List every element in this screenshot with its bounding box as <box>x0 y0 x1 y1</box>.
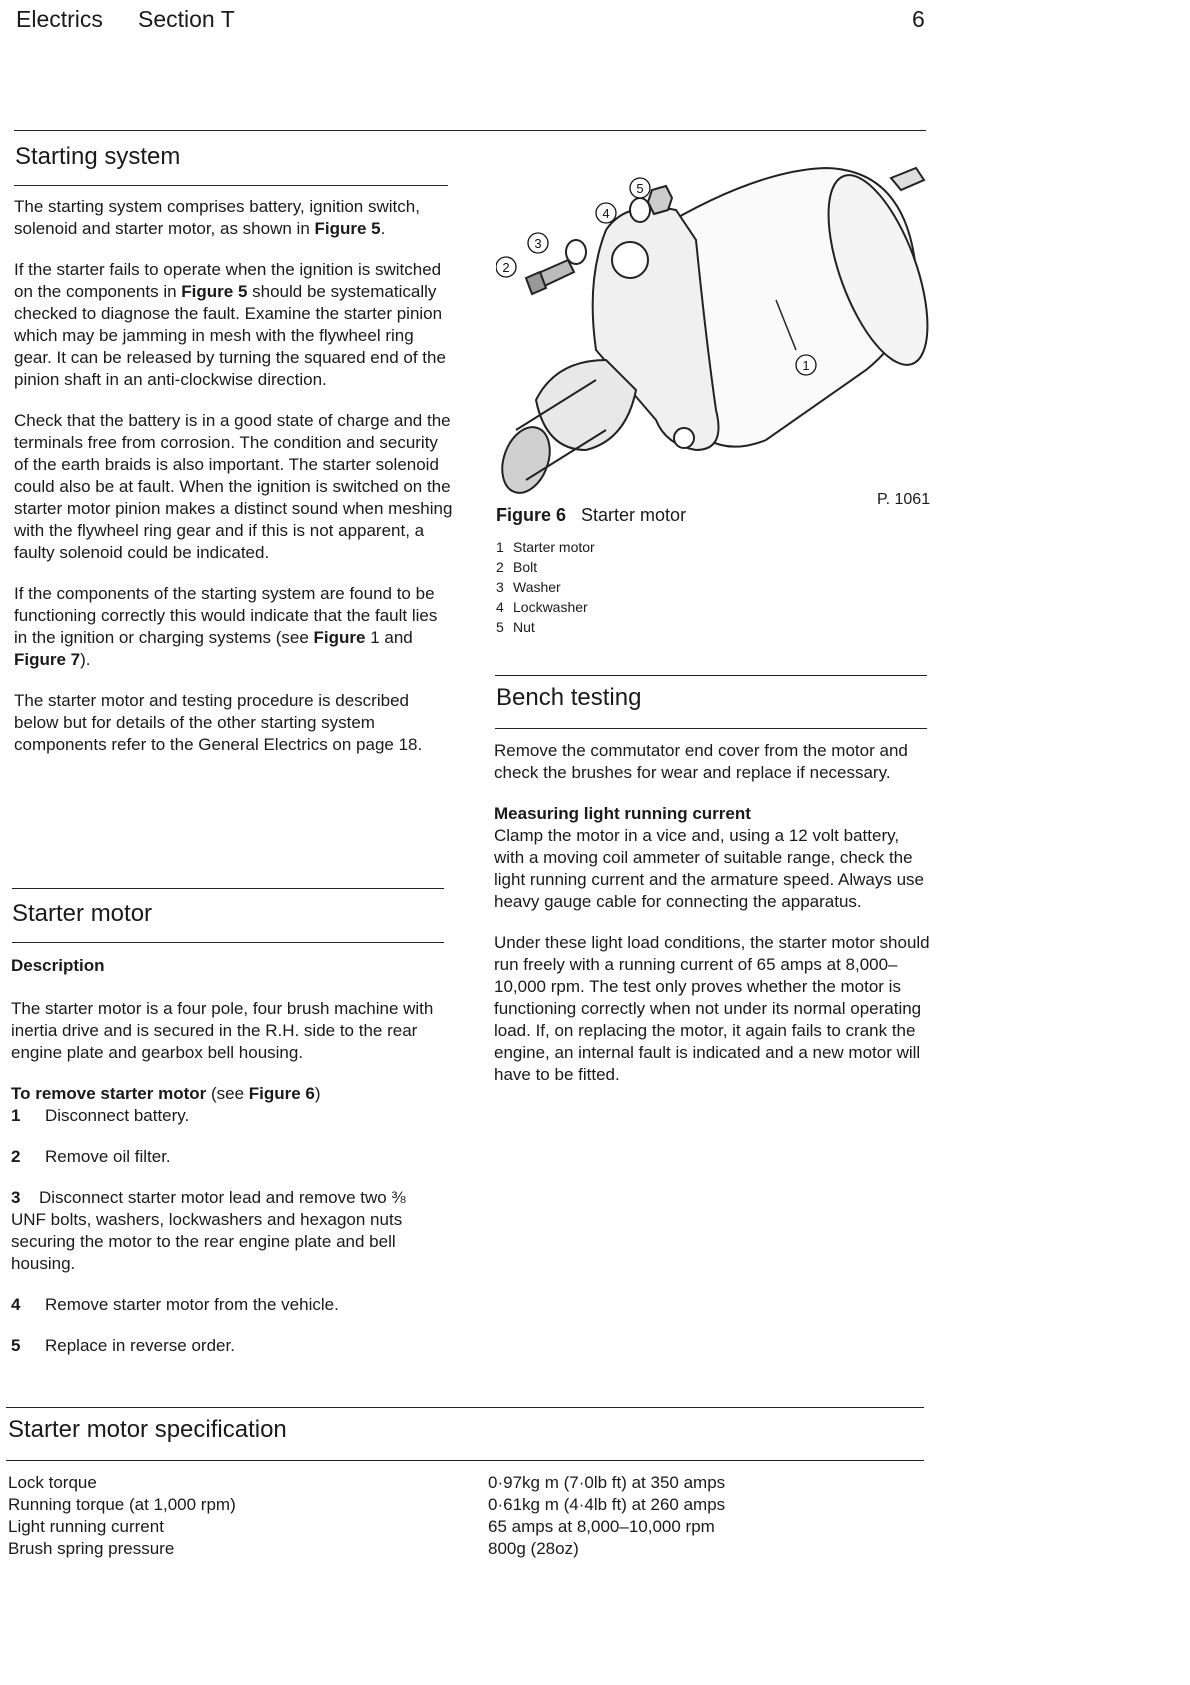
paragraph: If the starter fails to operate when the ignition is switched on the components in Figure 5 should be systematically checked to diagnose the fault. Examine the starter pinion which may be jamming in mesh with the flywheel ring gear. It can be released by turning the squared end of the pinion shaft in an anti-clockwise direction. <box>14 260 446 389</box>
spec-top-rule <box>6 1407 924 1408</box>
spec-table <box>8 1472 928 1560</box>
legend-item: 5 Nut <box>496 619 535 635</box>
paragraph: Check that the battery is in a good state of charge and the terminals free from corrosion. The condition and security of the earth braids is also important. The starter solenoid could also be at fault. When the ignition is switched on the starter motor pinion makes a distinct sound when meshing with the flywheel ring gear and if this is not apparent, a faulty solenoid could be indicated. <box>14 411 453 562</box>
paragraph: The starting system comprises battery, ignition switch, solenoid and starter motor, as shown in Figure 5. <box>14 197 420 238</box>
starter-motor-illustration <box>496 160 936 500</box>
step-item: 3 Disconnect starter motor lead and remove two ⅜ UNF bolts, washers, lockwashers and hexagon nuts securing the motor to the rear engine plate and bell housing. <box>11 1188 406 1273</box>
step-item: 4 Remove starter motor from the vehicle. <box>11 1295 339 1314</box>
remove-title: To remove starter motor (see Figure 6) <box>11 1084 321 1103</box>
spec-rule <box>6 1460 924 1461</box>
legend-item: 4 Lockwasher <box>496 599 588 615</box>
starter-motor-figure <box>496 160 936 500</box>
figure-caption: Figure 6 Starter motor <box>496 505 687 525</box>
description-text: The starter motor is a four pole, four brush machine with inertia drive and is secured in the R.H. side to the rear engine plate and gearbox bell housing. <box>11 999 434 1062</box>
callout-2: 2 <box>502 260 510 275</box>
figure-ref: Figure 5 <box>181 282 248 301</box>
spec-row: Brush spring pressure 800g (28oz) <box>8 1539 579 1558</box>
figure-ref-code: P. 1061 <box>877 491 931 508</box>
spec-row: Light running current 65 amps at 8,000–10,000 rpm <box>8 1517 715 1536</box>
page-number: 6 <box>912 6 925 32</box>
spec-heading: Starter motor specification <box>8 1416 287 1443</box>
paragraph: Under these light load conditions, the starter motor should run freely with a running current of 65 amps at 8,000–10,000 rpm. The test only proves whether the motor is functioning correctly when not under its normal operating load. If, on replacing the motor, it again fails to crank the engine, an internal fault is indicated and a new motor will have to be fitted. <box>494 933 930 1084</box>
figure-ref: Figure <box>313 628 366 647</box>
bench-testing-body <box>494 740 934 1105</box>
starting-system-body <box>14 196 454 775</box>
callout-5: 5 <box>636 181 644 196</box>
starter-motor-top-rule <box>12 888 444 889</box>
legend-item: 3 Washer <box>496 579 561 595</box>
bench-testing-rule <box>495 728 927 729</box>
legend-item: 2 Bolt <box>496 559 538 575</box>
step-item: 2 Remove oil filter. <box>11 1147 171 1166</box>
starter-motor-rule <box>12 942 444 943</box>
paragraph: The starter motor and testing procedure is described below but for details of the other starting system components refer to the General Electrics on page 18. <box>14 691 423 754</box>
callout-3: 3 <box>534 236 542 251</box>
starting-system-rule <box>14 185 448 186</box>
callout-4: 4 <box>602 206 610 221</box>
paragraph: Clamp the motor in a vice and, using a 12 volt battery, with a moving coil ammeter of suitable range, check the light running current and the armature speed. Always use heavy gauge cable for connecting the apparatus. <box>494 826 924 911</box>
spec-row: Lock torque 0·97kg m (7·0lb ft) at 350 amps <box>8 1473 726 1492</box>
bench-testing-top-rule <box>495 675 927 676</box>
measuring-subheading: Measuring light running current <box>494 804 751 823</box>
figure-ref: Figure 5 <box>314 219 381 238</box>
callout-1: 1 <box>802 358 810 373</box>
paragraph: Remove the commutator end cover from the motor and check the brushes for wear and replace if necessary. <box>494 741 908 782</box>
description-subheading: Description <box>11 956 105 975</box>
starting-system-heading: Starting system <box>15 143 181 170</box>
step-item: 1 Disconnect battery. <box>11 1106 190 1125</box>
starter-motor-body <box>11 955 451 1376</box>
starter-motor-heading: Starter motor <box>12 900 153 927</box>
paragraph: If the components of the starting system are found to be functioning correctly this would indicate that the fault lies in the ignition or charging systems (see Figure 1 and Figure 7). <box>14 584 438 669</box>
figure-legend <box>496 537 595 637</box>
figure-ref: Figure 7 <box>14 650 81 669</box>
figure-ref: Figure 6 <box>248 1084 315 1103</box>
bench-testing-heading: Bench testing <box>496 684 642 711</box>
legend-item: 1 Starter motor <box>496 539 595 555</box>
step-item: 5 Replace in reverse order. <box>11 1336 235 1355</box>
header-left: Electrics <box>16 6 103 32</box>
top-rule <box>14 130 926 131</box>
header-section: Section T <box>138 6 235 32</box>
spec-row: Running torque (at 1,000 rpm) 0·61kg m (4·4lb ft) at 260 amps <box>8 1495 726 1514</box>
